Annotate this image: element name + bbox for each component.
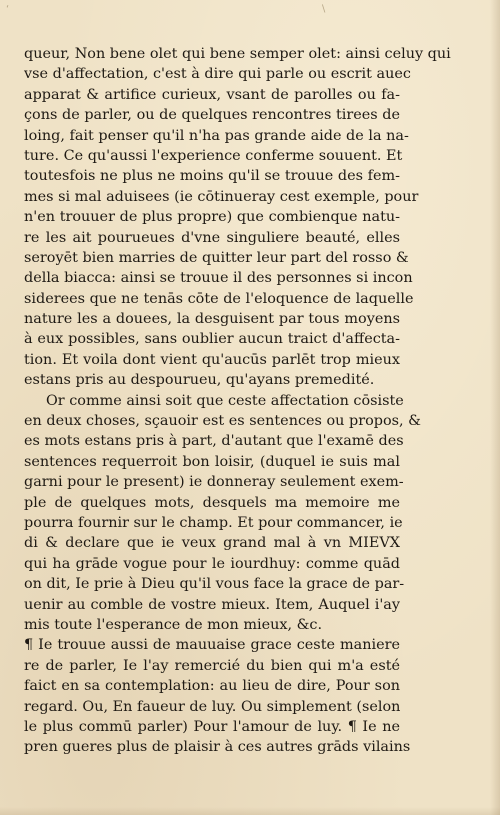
page-bottom-shadow xyxy=(0,807,500,815)
text-line: regard. Ou, En faueur de luy. Ou simplement (selon xyxy=(24,698,401,715)
text-line: toutesfois ne plus ne moins qu'il se trouue des fem- xyxy=(24,168,400,185)
text-line: nature les a douees, la desguisent par tous moyens xyxy=(24,311,400,328)
text-line: della biacca: ainsi se trouue il des personnes si incon xyxy=(24,270,413,287)
text-line: tion. Et voila dont vient qu'aucūs parlēt trop mieux xyxy=(24,351,400,368)
text-line: ¶ Ie trouue aussi de mauuaise grace ceste maniere xyxy=(24,637,400,654)
text-line: en deux choses, sçauoir est es sentences ou propos, & xyxy=(24,413,421,430)
text-line: sentences requerroit bon loisir, (duquel ie suis mal xyxy=(24,453,400,470)
page-text xyxy=(24,44,451,758)
text-line: mes si mal aduisees (ie cōtinueray cest exemple, pour xyxy=(24,188,419,205)
text-line: Or comme ainsi soit que ceste affectation cōsiste xyxy=(46,392,404,409)
text-line: di & declare que ie veux grand mal à vn MIEVX xyxy=(24,535,400,552)
text-line: faict en sa contemplation: au lieu de dire, Pour son xyxy=(24,678,400,695)
text-line: queur, Non bene olet qui bene semper olet: ainsi celuy qui xyxy=(24,46,451,62)
text-line: re les ait pourueues d'vne singuliere beauté, elles xyxy=(24,229,400,246)
text-line: es mots estans pris à part, d'autant que l'examē des xyxy=(24,433,404,450)
text-line: seroyēt bien marries de quitter leur part del rosso & xyxy=(24,249,409,266)
text-line: pourra fournir sur le champ. Et pour commancer, ie xyxy=(24,514,403,531)
text-line: le plus commū parler) Pour l'amour de luy. ¶ Ie ne xyxy=(24,718,400,735)
text-line: mis toute l'esperance de mon mieux, &c. xyxy=(24,616,323,633)
page-edge-shadow xyxy=(490,0,500,815)
text-line: on dit, Ie prie à Dieu qu'il vous face la grace de par- xyxy=(24,576,405,593)
text-line: vse d'affectation, c'est à dire qui parle ou escrit auec xyxy=(24,66,411,83)
text-line: apparat & artifice curieux, vsant de parolles ou fa- xyxy=(24,86,400,103)
text-line: pren gueres plus de plaisir à ces autres grāds vilains xyxy=(24,739,411,756)
text-line: çons de parler, ou de quelques rencontres tirees de xyxy=(24,107,400,124)
text-line: uenir au comble de vostre mieux. Item, Auquel i'ay xyxy=(24,596,400,613)
corner-mark-icon: ‘ xyxy=(6,4,10,15)
text-line: re de parler, Ie l'ay remercié du bien qui m'a esté xyxy=(24,657,400,674)
text-line: qui ha grāde vogue pour le iourdhuy: comme quād xyxy=(24,555,400,572)
text-line: garni pour le present) ie donneray seulement exem- xyxy=(24,474,404,491)
text-line: ture. Ce qu'aussi l'experience conferme souuent. Et xyxy=(24,147,403,164)
text-line: estans pris au despourueu, qu'ayans premedité. xyxy=(24,372,375,389)
text-line: n'en trouuer de plus propre) que combienque natu- xyxy=(24,209,400,226)
text-line: siderees que ne tenās cōte de l'eloquence de laquelle xyxy=(24,290,414,307)
text-line: loing, fait penser qu'il n'ha pas grande aide de la na- xyxy=(24,127,409,144)
text-line: ple de quelques mots, desquels ma memoire me xyxy=(24,494,400,511)
text-line: à eux possibles, sans oublier aucun traict d'affecta- xyxy=(24,331,400,348)
corner-mark-icon: ∖ xyxy=(320,4,327,15)
